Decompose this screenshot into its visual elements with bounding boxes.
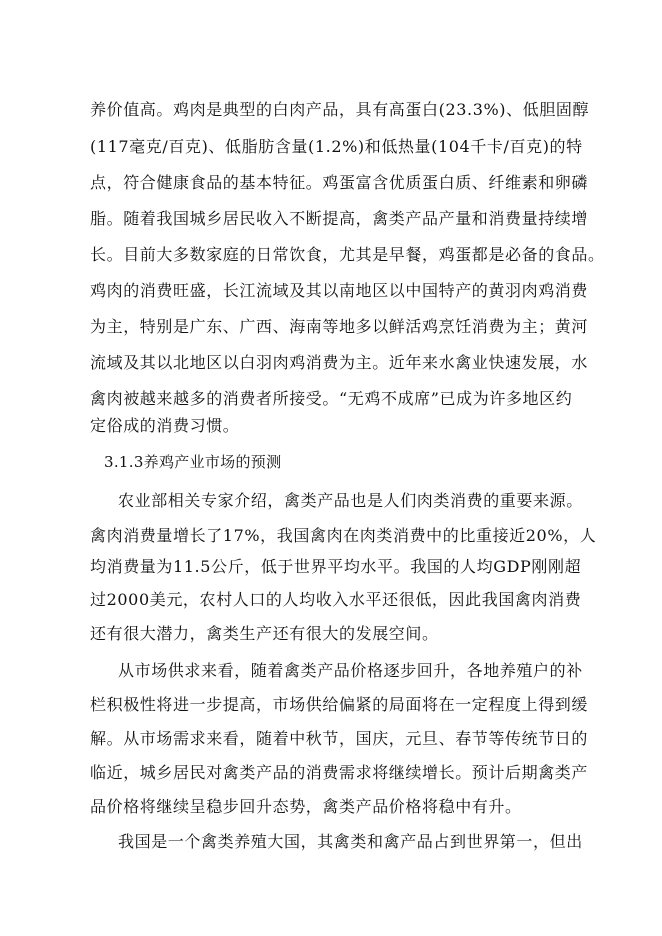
paragraph-1-line-7: 为主，特别是广东、广西、海南等地多以鲜活鸡烹饪消费为主；黄河 bbox=[90, 317, 589, 336]
paragraph-3-line-2: 栏积极性将进一步提高，市场供给偏紧的局面将在一定程度上得到缓 bbox=[90, 695, 589, 714]
paragraph-3-line-5: 品价格将继续呈稳步回升态势，禽类产品价格将稳中有升。 bbox=[90, 797, 522, 816]
paragraph-1-line-6: 鸡肉的消费旺盛，长江流域及其以南地区以中国特产的黄羽肉鸡消费 bbox=[90, 281, 589, 300]
paragraph-1-line-9: 禽肉被越来越多的消费者所接受。“无鸡不成席”已成为许多地区约 bbox=[90, 389, 573, 408]
paragraph-2-line-3: 均消费量为11.5公斤，低于世界平均水平。我国的人均GDP刚刚超 bbox=[90, 557, 582, 576]
paragraph-3-line-4: 临近，城乡居民对禽类产品的消费需求将继续增长。预计后期禽类产 bbox=[90, 763, 589, 782]
paragraph-2-line-1: 农业部相关专家介绍，禽类产品也是人们肉类消费的重要来源。 bbox=[118, 491, 583, 510]
paragraph-2-line-5: 还有很大潜力，禽类生产还有很大的发展空间。 bbox=[90, 624, 439, 643]
paragraph-3-line-1: 从市场供求来看，随着禽类产品价格逐步回升，各地养殖户的补 bbox=[118, 661, 583, 680]
paragraph-1-line-8: 流域及其以北地区以白羽肉鸡消费为主。近年来水禽业快速发展，水 bbox=[90, 353, 589, 372]
paragraph-3-line-3: 解。从市场需求来看，随着中秋节，国庆，元旦、春节等传统节日的 bbox=[90, 729, 589, 748]
paragraph-4-line-1: 我国是一个禽类养殖大国，其禽类和禽产品占到世界第一，但出 bbox=[118, 832, 583, 851]
paragraph-1-line-1: 养价值高。鸡肉是典型的白肉产品，具有高蛋白(23.3%)、低胆固醇 bbox=[90, 100, 590, 119]
paragraph-1-line-5: 长。目前大多数家庭的日常饮食，尤其是早餐，鸡蛋都是必备的食品。 bbox=[90, 245, 605, 264]
paragraph-2-line-2: 禽肉消费量增长了17%，我国禽肉在肉类消费中的比重接近20%，人 bbox=[90, 526, 597, 545]
paragraph-1-line-4: 脂。随着我国城乡居民收入不断提高，禽类产品产量和消费量持续增 bbox=[90, 209, 589, 228]
paragraph-1-line-3: 点，符合健康食品的基本特征。鸡蛋富含优质蛋白质、纤维素和卵磷 bbox=[90, 173, 589, 192]
paragraph-2-line-4: 过2000美元，农村人口的人均收入水平还很低，因此我国禽肉消费 bbox=[90, 590, 582, 609]
section-heading: 3.1.3养鸡产业市场的预测 bbox=[104, 453, 282, 471]
paragraph-1-line-10: 定俗成的消费习惯。 bbox=[90, 416, 240, 435]
paragraph-1-line-2: (117毫克/百克)、低脂肪含量(1.2%)和低热量(104千卡/百克)的特 bbox=[90, 137, 583, 156]
